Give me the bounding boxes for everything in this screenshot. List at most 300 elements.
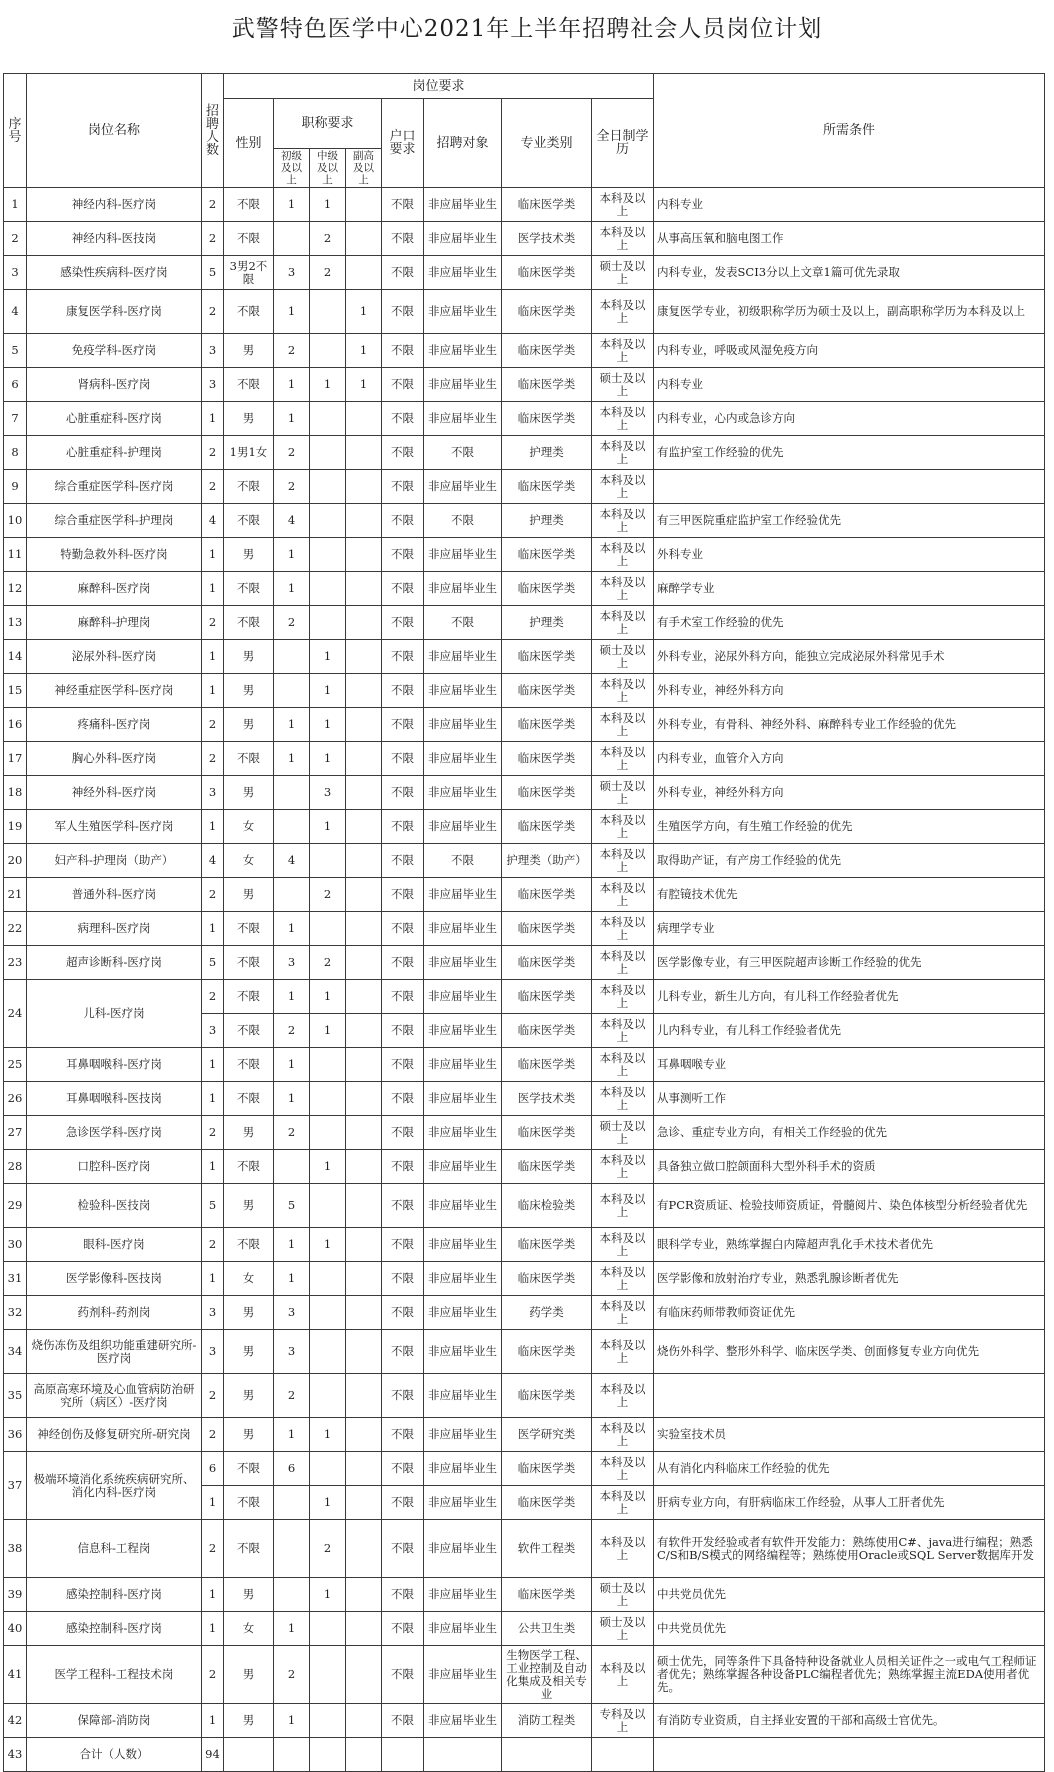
cell-gender: 男	[224, 402, 274, 436]
cell-major: 临床医学类	[502, 742, 592, 776]
cell-major: 临床医学类	[502, 188, 592, 222]
cell-position: 综合重症医学科-护理岗	[27, 504, 202, 538]
cell-major: 医学技术类	[502, 222, 592, 256]
cell-position: 儿科-医疗岗	[27, 980, 202, 1048]
cell-hukou: 不限	[382, 402, 424, 436]
cell-hukou: 不限	[382, 1262, 424, 1296]
cell-senior	[346, 1228, 382, 1262]
cell-position: 疼痛科-医疗岗	[27, 708, 202, 742]
cell-edu: 本科及以上	[592, 878, 654, 912]
cell-count: 2	[202, 188, 224, 222]
cell-target: 非应届毕业生	[424, 1262, 502, 1296]
cell-junior: 1	[274, 1418, 310, 1452]
cell-hukou: 不限	[382, 1374, 424, 1418]
cell-position: 口腔科-医疗岗	[27, 1150, 202, 1184]
cell-seq: 19	[4, 810, 27, 844]
cell-major: 临床医学类	[502, 980, 592, 1014]
cell-edu: 本科及以上	[592, 1330, 654, 1374]
cell-gender: 男	[224, 1330, 274, 1374]
cell-conditions: 有消防专业资质，自主择业安置的干部和高级士官优先。	[654, 1704, 1045, 1738]
cell-gender: 不限	[224, 222, 274, 256]
cell-target: 非应届毕业生	[424, 572, 502, 606]
cell-gender: 不限	[224, 1014, 274, 1048]
cell-count: 1	[202, 912, 224, 946]
cell-middle	[310, 912, 346, 946]
cell-seq: 1	[4, 188, 27, 222]
cell-senior	[346, 1330, 382, 1374]
table-row	[4, 1150, 1045, 1184]
cell-junior: 4	[274, 504, 310, 538]
cell-junior	[274, 674, 310, 708]
cell-gender: 不限	[224, 1486, 274, 1520]
cell-edu: 硕士及以上	[592, 776, 654, 810]
cell-position: 烧伤冻伤及组织功能重建研究所-医疗岗	[27, 1330, 202, 1374]
cell-junior: 1	[274, 912, 310, 946]
cell-middle	[310, 538, 346, 572]
cell-junior: 1	[274, 538, 310, 572]
cell-middle: 2	[310, 878, 346, 912]
cell-conditions: 眼科学专业，熟练掌握白内障超声乳化手术技术者优先	[654, 1228, 1045, 1262]
cell-target: 非应届毕业生	[424, 256, 502, 290]
empty-cell	[224, 1738, 274, 1772]
cell-edu: 本科及以上	[592, 290, 654, 334]
cell-junior	[274, 1486, 310, 1520]
cell-gender: 不限	[224, 1150, 274, 1184]
header-count: 招聘人数	[202, 74, 224, 188]
cell-edu: 本科及以上	[592, 708, 654, 742]
cell-major: 临床医学类	[502, 1374, 592, 1418]
cell-major: 临床医学类	[502, 368, 592, 402]
cell-middle	[310, 1452, 346, 1486]
cell-position: 妇产科-护理岗（助产）	[27, 844, 202, 878]
cell-target: 非应届毕业生	[424, 1330, 502, 1374]
cell-conditions: 外科专业，神经外科方向	[654, 674, 1045, 708]
cell-edu: 本科及以上	[592, 402, 654, 436]
cell-seq: 31	[4, 1262, 27, 1296]
header-senior: 副高及以上	[346, 149, 382, 188]
cell-senior	[346, 1374, 382, 1418]
cell-edu: 硕士及以上	[592, 1612, 654, 1646]
cell-position: 肾病科-医疗岗	[27, 368, 202, 402]
cell-conditions: 取得助产证，有产房工作经验的优先	[654, 844, 1045, 878]
cell-edu: 本科及以上	[592, 1014, 654, 1048]
cell-seq: 7	[4, 402, 27, 436]
cell-middle	[310, 504, 346, 538]
cell-edu: 硕士及以上	[592, 256, 654, 290]
cell-junior: 2	[274, 1116, 310, 1150]
cell-hukou: 不限	[382, 606, 424, 640]
cell-target: 非应届毕业生	[424, 1520, 502, 1578]
table-row	[4, 1374, 1045, 1418]
cell-seq: 21	[4, 878, 27, 912]
empty-cell	[382, 1738, 424, 1772]
cell-middle: 2	[310, 222, 346, 256]
cell-seq: 16	[4, 708, 27, 742]
cell-gender: 男	[224, 1646, 274, 1704]
cell-senior	[346, 640, 382, 674]
cell-edu: 本科及以上	[592, 1486, 654, 1520]
cell-middle: 1	[310, 1418, 346, 1452]
cell-gender: 男	[224, 878, 274, 912]
cell-seq: 18	[4, 776, 27, 810]
cell-junior: 3	[274, 1296, 310, 1330]
cell-gender: 不限	[224, 742, 274, 776]
cell-edu: 本科及以上	[592, 1262, 654, 1296]
cell-seq: 41	[4, 1646, 27, 1704]
cell-conditions	[654, 1374, 1045, 1418]
table-body	[4, 188, 1045, 1772]
table-row	[4, 572, 1045, 606]
cell-count: 3	[202, 1296, 224, 1330]
cell-position: 高原高寒环境及心血管病防治研究所（病区）-医疗岗	[27, 1374, 202, 1418]
table-row	[4, 470, 1045, 504]
cell-count: 4	[202, 504, 224, 538]
cell-senior	[346, 674, 382, 708]
cell-junior: 1	[274, 290, 310, 334]
cell-major: 临床医学类	[502, 776, 592, 810]
table-row	[4, 368, 1045, 402]
cell-count: 3	[202, 368, 224, 402]
cell-target: 非应届毕业生	[424, 1184, 502, 1228]
cell-hukou: 不限	[382, 1646, 424, 1704]
cell-senior: 1	[346, 334, 382, 368]
cell-junior: 1	[274, 1262, 310, 1296]
cell-major: 临床医学类	[502, 1228, 592, 1262]
cell-hukou: 不限	[382, 334, 424, 368]
cell-position: 检验科-医技岗	[27, 1184, 202, 1228]
table-row	[4, 1418, 1045, 1452]
cell-junior: 2	[274, 1646, 310, 1704]
cell-target: 非应届毕业生	[424, 368, 502, 402]
cell-count: 4	[202, 844, 224, 878]
table-row	[4, 776, 1045, 810]
cell-seq: 37	[4, 1452, 27, 1520]
table-row	[4, 1704, 1045, 1738]
cell-target: 非应届毕业生	[424, 222, 502, 256]
cell-major: 临床医学类	[502, 1048, 592, 1082]
cell-position: 极端环境消化系统疾病研究所、消化内科-医疗岗	[27, 1452, 202, 1520]
cell-hukou: 不限	[382, 810, 424, 844]
cell-conditions: 中共党员优先	[654, 1578, 1045, 1612]
cell-position: 神经重症医学科-医疗岗	[27, 674, 202, 708]
cell-count: 6	[202, 1452, 224, 1486]
cell-position: 特勤急救外科-医疗岗	[27, 538, 202, 572]
table-row	[4, 188, 1045, 222]
cell-gender: 女	[224, 844, 274, 878]
cell-junior	[274, 878, 310, 912]
cell-target: 非应届毕业生	[424, 1646, 502, 1704]
cell-junior	[274, 222, 310, 256]
cell-seq: 6	[4, 368, 27, 402]
cell-major: 软件工程类	[502, 1520, 592, 1578]
cell-target: 非应届毕业生	[424, 674, 502, 708]
cell-gender: 不限	[224, 1048, 274, 1082]
cell-target: 非应届毕业生	[424, 290, 502, 334]
cell-gender: 男	[224, 776, 274, 810]
cell-hukou: 不限	[382, 1704, 424, 1738]
cell-target: 非应届毕业生	[424, 402, 502, 436]
table-row	[4, 1184, 1045, 1228]
cell-count: 2	[202, 290, 224, 334]
cell-conditions: 医学影像和放射治疗专业，熟悉乳腺诊断者优先	[654, 1262, 1045, 1296]
cell-count: 2	[202, 1418, 224, 1452]
cell-middle	[310, 1048, 346, 1082]
cell-hukou: 不限	[382, 290, 424, 334]
cell-junior	[274, 1578, 310, 1612]
table-row	[4, 878, 1045, 912]
cell-conditions: 外科专业，有骨科、神经外科、麻醉科专业工作经验的优先	[654, 708, 1045, 742]
cell-senior	[346, 572, 382, 606]
cell-conditions: 耳鼻咽喉专业	[654, 1048, 1045, 1082]
cell-position: 麻醉科-医疗岗	[27, 572, 202, 606]
cell-gender: 不限	[224, 470, 274, 504]
cell-edu: 本科及以上	[592, 844, 654, 878]
cell-target: 非应届毕业生	[424, 1452, 502, 1486]
cell-junior: 3	[274, 1330, 310, 1374]
cell-position: 综合重症医学科-医疗岗	[27, 470, 202, 504]
table-row	[4, 1116, 1045, 1150]
cell-hukou: 不限	[382, 1048, 424, 1082]
cell-gender: 不限	[224, 290, 274, 334]
empty-cell	[502, 1738, 592, 1772]
cell-seq: 22	[4, 912, 27, 946]
cell-edu: 本科及以上	[592, 980, 654, 1014]
cell-edu: 硕士及以上	[592, 1578, 654, 1612]
cell-seq: 12	[4, 572, 27, 606]
cell-middle	[310, 290, 346, 334]
cell-senior	[346, 1262, 382, 1296]
cell-hukou: 不限	[382, 912, 424, 946]
cell-hukou: 不限	[382, 1578, 424, 1612]
cell-junior: 1	[274, 402, 310, 436]
cell-junior	[274, 1520, 310, 1578]
cell-position: 耳鼻咽喉科-医疗岗	[27, 1048, 202, 1082]
cell-gender: 男	[224, 1374, 274, 1418]
cell-target: 非应届毕业生	[424, 1612, 502, 1646]
cell-target: 非应届毕业生	[424, 1116, 502, 1150]
cell-seq: 32	[4, 1296, 27, 1330]
cell-major: 临床医学类	[502, 1262, 592, 1296]
cell-major: 消防工程类	[502, 1704, 592, 1738]
cell-target: 非应届毕业生	[424, 334, 502, 368]
cell-hukou: 不限	[382, 1014, 424, 1048]
cell-conditions: 内科专业，发表SCI3分以上文章1篇可优先录取	[654, 256, 1045, 290]
cell-middle: 1	[310, 1150, 346, 1184]
cell-gender: 男	[224, 1704, 274, 1738]
cell-target: 非应届毕业生	[424, 776, 502, 810]
cell-edu: 本科及以上	[592, 222, 654, 256]
cell-gender: 1男1女	[224, 436, 274, 470]
cell-count: 5	[202, 256, 224, 290]
table-row	[4, 674, 1045, 708]
cell-target: 非应届毕业生	[424, 1014, 502, 1048]
table-row	[4, 1228, 1045, 1262]
table-row	[4, 1296, 1045, 1330]
cell-conditions: 外科专业，泌尿外科方向，能独立完成泌尿外科常见手术	[654, 640, 1045, 674]
cell-middle: 1	[310, 1486, 346, 1520]
cell-junior: 1	[274, 1048, 310, 1082]
cell-senior	[346, 256, 382, 290]
cell-major: 临床医学类	[502, 878, 592, 912]
cell-edu: 本科及以上	[592, 810, 654, 844]
cell-count: 1	[202, 1578, 224, 1612]
cell-hukou: 不限	[382, 256, 424, 290]
table-row	[4, 912, 1045, 946]
cell-position: 急诊医学科-医疗岗	[27, 1116, 202, 1150]
cell-conditions: 病理学专业	[654, 912, 1045, 946]
cell-middle	[310, 470, 346, 504]
cell-seq: 8	[4, 436, 27, 470]
cell-position: 感染控制科-医疗岗	[27, 1612, 202, 1646]
table-row	[4, 436, 1045, 470]
cell-position: 神经创伤及修复研究所-研究岗	[27, 1418, 202, 1452]
table-row	[4, 810, 1045, 844]
cell-hukou: 不限	[382, 504, 424, 538]
cell-count: 1	[202, 640, 224, 674]
cell-position: 普通外科-医疗岗	[27, 878, 202, 912]
cell-edu: 本科及以上	[592, 1228, 654, 1262]
table-row	[4, 946, 1045, 980]
cell-count: 5	[202, 946, 224, 980]
cell-seq: 39	[4, 1578, 27, 1612]
cell-junior	[274, 776, 310, 810]
table-row	[4, 640, 1045, 674]
cell-seq: 17	[4, 742, 27, 776]
cell-junior: 2	[274, 334, 310, 368]
cell-count: 2	[202, 742, 224, 776]
cell-conditions: 从事测听工作	[654, 1082, 1045, 1116]
table-row	[4, 290, 1045, 334]
cell-conditions: 有腔镜技术优先	[654, 878, 1045, 912]
cell-senior	[346, 946, 382, 980]
cell-target: 非应届毕业生	[424, 878, 502, 912]
cell-count: 3	[202, 1330, 224, 1374]
cell-position: 神经内科-医技岗	[27, 222, 202, 256]
cell-junior: 1	[274, 742, 310, 776]
cell-target: 非应届毕业生	[424, 912, 502, 946]
cell-junior: 2	[274, 470, 310, 504]
cell-position: 感染控制科-医疗岗	[27, 1578, 202, 1612]
cell-seq: 2	[4, 222, 27, 256]
cell-major: 临床医学类	[502, 1116, 592, 1150]
cell-edu: 本科及以上	[592, 1184, 654, 1228]
cell-gender: 男	[224, 1578, 274, 1612]
cell-count: 1	[202, 402, 224, 436]
cell-major: 生物医学工程、工业控制及自动化集成及相关专业	[502, 1646, 592, 1704]
header-requirements: 岗位要求	[224, 74, 654, 99]
cell-junior: 1	[274, 1612, 310, 1646]
cell-edu: 专科及以上	[592, 1704, 654, 1738]
cell-count: 3	[202, 1014, 224, 1048]
cell-position: 免疫学科-医疗岗	[27, 334, 202, 368]
cell-gender: 不限	[224, 912, 274, 946]
cell-conditions: 从事高压氧和脑电图工作	[654, 222, 1045, 256]
cell-position: 眼科-医疗岗	[27, 1228, 202, 1262]
cell-middle: 1	[310, 1578, 346, 1612]
cell-conditions: 医学影像专业，有三甲医院超声诊断工作经验的优先	[654, 946, 1045, 980]
cell-count: 1	[202, 674, 224, 708]
cell-conditions: 外科专业	[654, 538, 1045, 572]
cell-seq: 13	[4, 606, 27, 640]
cell-major: 临床检验类	[502, 1184, 592, 1228]
table-row	[4, 1646, 1045, 1704]
cell-hukou: 不限	[382, 1082, 424, 1116]
cell-conditions: 康复医学专业，初级职称学历为硕士及以上，副高职称学历为本科及以上	[654, 290, 1045, 334]
cell-junior	[274, 640, 310, 674]
cell-gender: 不限	[224, 188, 274, 222]
cell-major: 临床医学类	[502, 334, 592, 368]
cell-major: 临床医学类	[502, 810, 592, 844]
cell-conditions: 实验室技术员	[654, 1418, 1045, 1452]
table-row	[4, 742, 1045, 776]
cell-count: 2	[202, 436, 224, 470]
cell-edu: 本科及以上	[592, 742, 654, 776]
cell-count: 1	[202, 1704, 224, 1738]
cell-edu: 本科及以上	[592, 538, 654, 572]
cell-gender: 3男2不限	[224, 256, 274, 290]
cell-hukou: 不限	[382, 776, 424, 810]
cell-edu: 本科及以上	[592, 572, 654, 606]
cell-senior	[346, 1520, 382, 1578]
cell-senior	[346, 1452, 382, 1486]
cell-position: 感染性疾病科-医疗岗	[27, 256, 202, 290]
cell-target: 非应届毕业生	[424, 1418, 502, 1452]
cell-junior: 1	[274, 368, 310, 402]
cell-seq: 10	[4, 504, 27, 538]
cell-gender: 女	[224, 1612, 274, 1646]
cell-count: 1	[202, 1612, 224, 1646]
cell-major: 临床医学类	[502, 1578, 592, 1612]
cell-major: 公共卫生类	[502, 1612, 592, 1646]
table-row	[4, 606, 1045, 640]
table-row	[4, 504, 1045, 538]
cell-target: 不限	[424, 436, 502, 470]
cell-target: 非应届毕业生	[424, 946, 502, 980]
table-row	[4, 334, 1045, 368]
cell-middle: 3	[310, 776, 346, 810]
cell-gender: 男	[224, 538, 274, 572]
cell-middle	[310, 1262, 346, 1296]
cell-middle	[310, 1184, 346, 1228]
cell-senior	[346, 504, 382, 538]
cell-senior	[346, 1184, 382, 1228]
cell-junior: 2	[274, 436, 310, 470]
cell-hukou: 不限	[382, 1228, 424, 1262]
cell-middle: 1	[310, 708, 346, 742]
empty-cell	[274, 1738, 310, 1772]
cell-seq: 38	[4, 1520, 27, 1578]
cell-major: 临床医学类	[502, 256, 592, 290]
cell-major: 临床医学类	[502, 640, 592, 674]
cell-junior: 1	[274, 188, 310, 222]
cell-senior	[346, 1646, 382, 1704]
cell-target: 非应届毕业生	[424, 1048, 502, 1082]
cell-senior: 1	[346, 290, 382, 334]
cell-middle	[310, 1296, 346, 1330]
cell-hukou: 不限	[382, 470, 424, 504]
cell-target: 非应届毕业生	[424, 470, 502, 504]
cell-target: 非应届毕业生	[424, 708, 502, 742]
cell-gender: 男	[224, 674, 274, 708]
cell-major: 护理类	[502, 606, 592, 640]
cell-conditions: 有监护室工作经验的优先	[654, 436, 1045, 470]
cell-target: 非应届毕业生	[424, 1150, 502, 1184]
cell-junior: 1	[274, 572, 310, 606]
empty-cell	[310, 1738, 346, 1772]
cell-gender: 男	[224, 1184, 274, 1228]
cell-hukou: 不限	[382, 1150, 424, 1184]
cell-hukou: 不限	[382, 844, 424, 878]
